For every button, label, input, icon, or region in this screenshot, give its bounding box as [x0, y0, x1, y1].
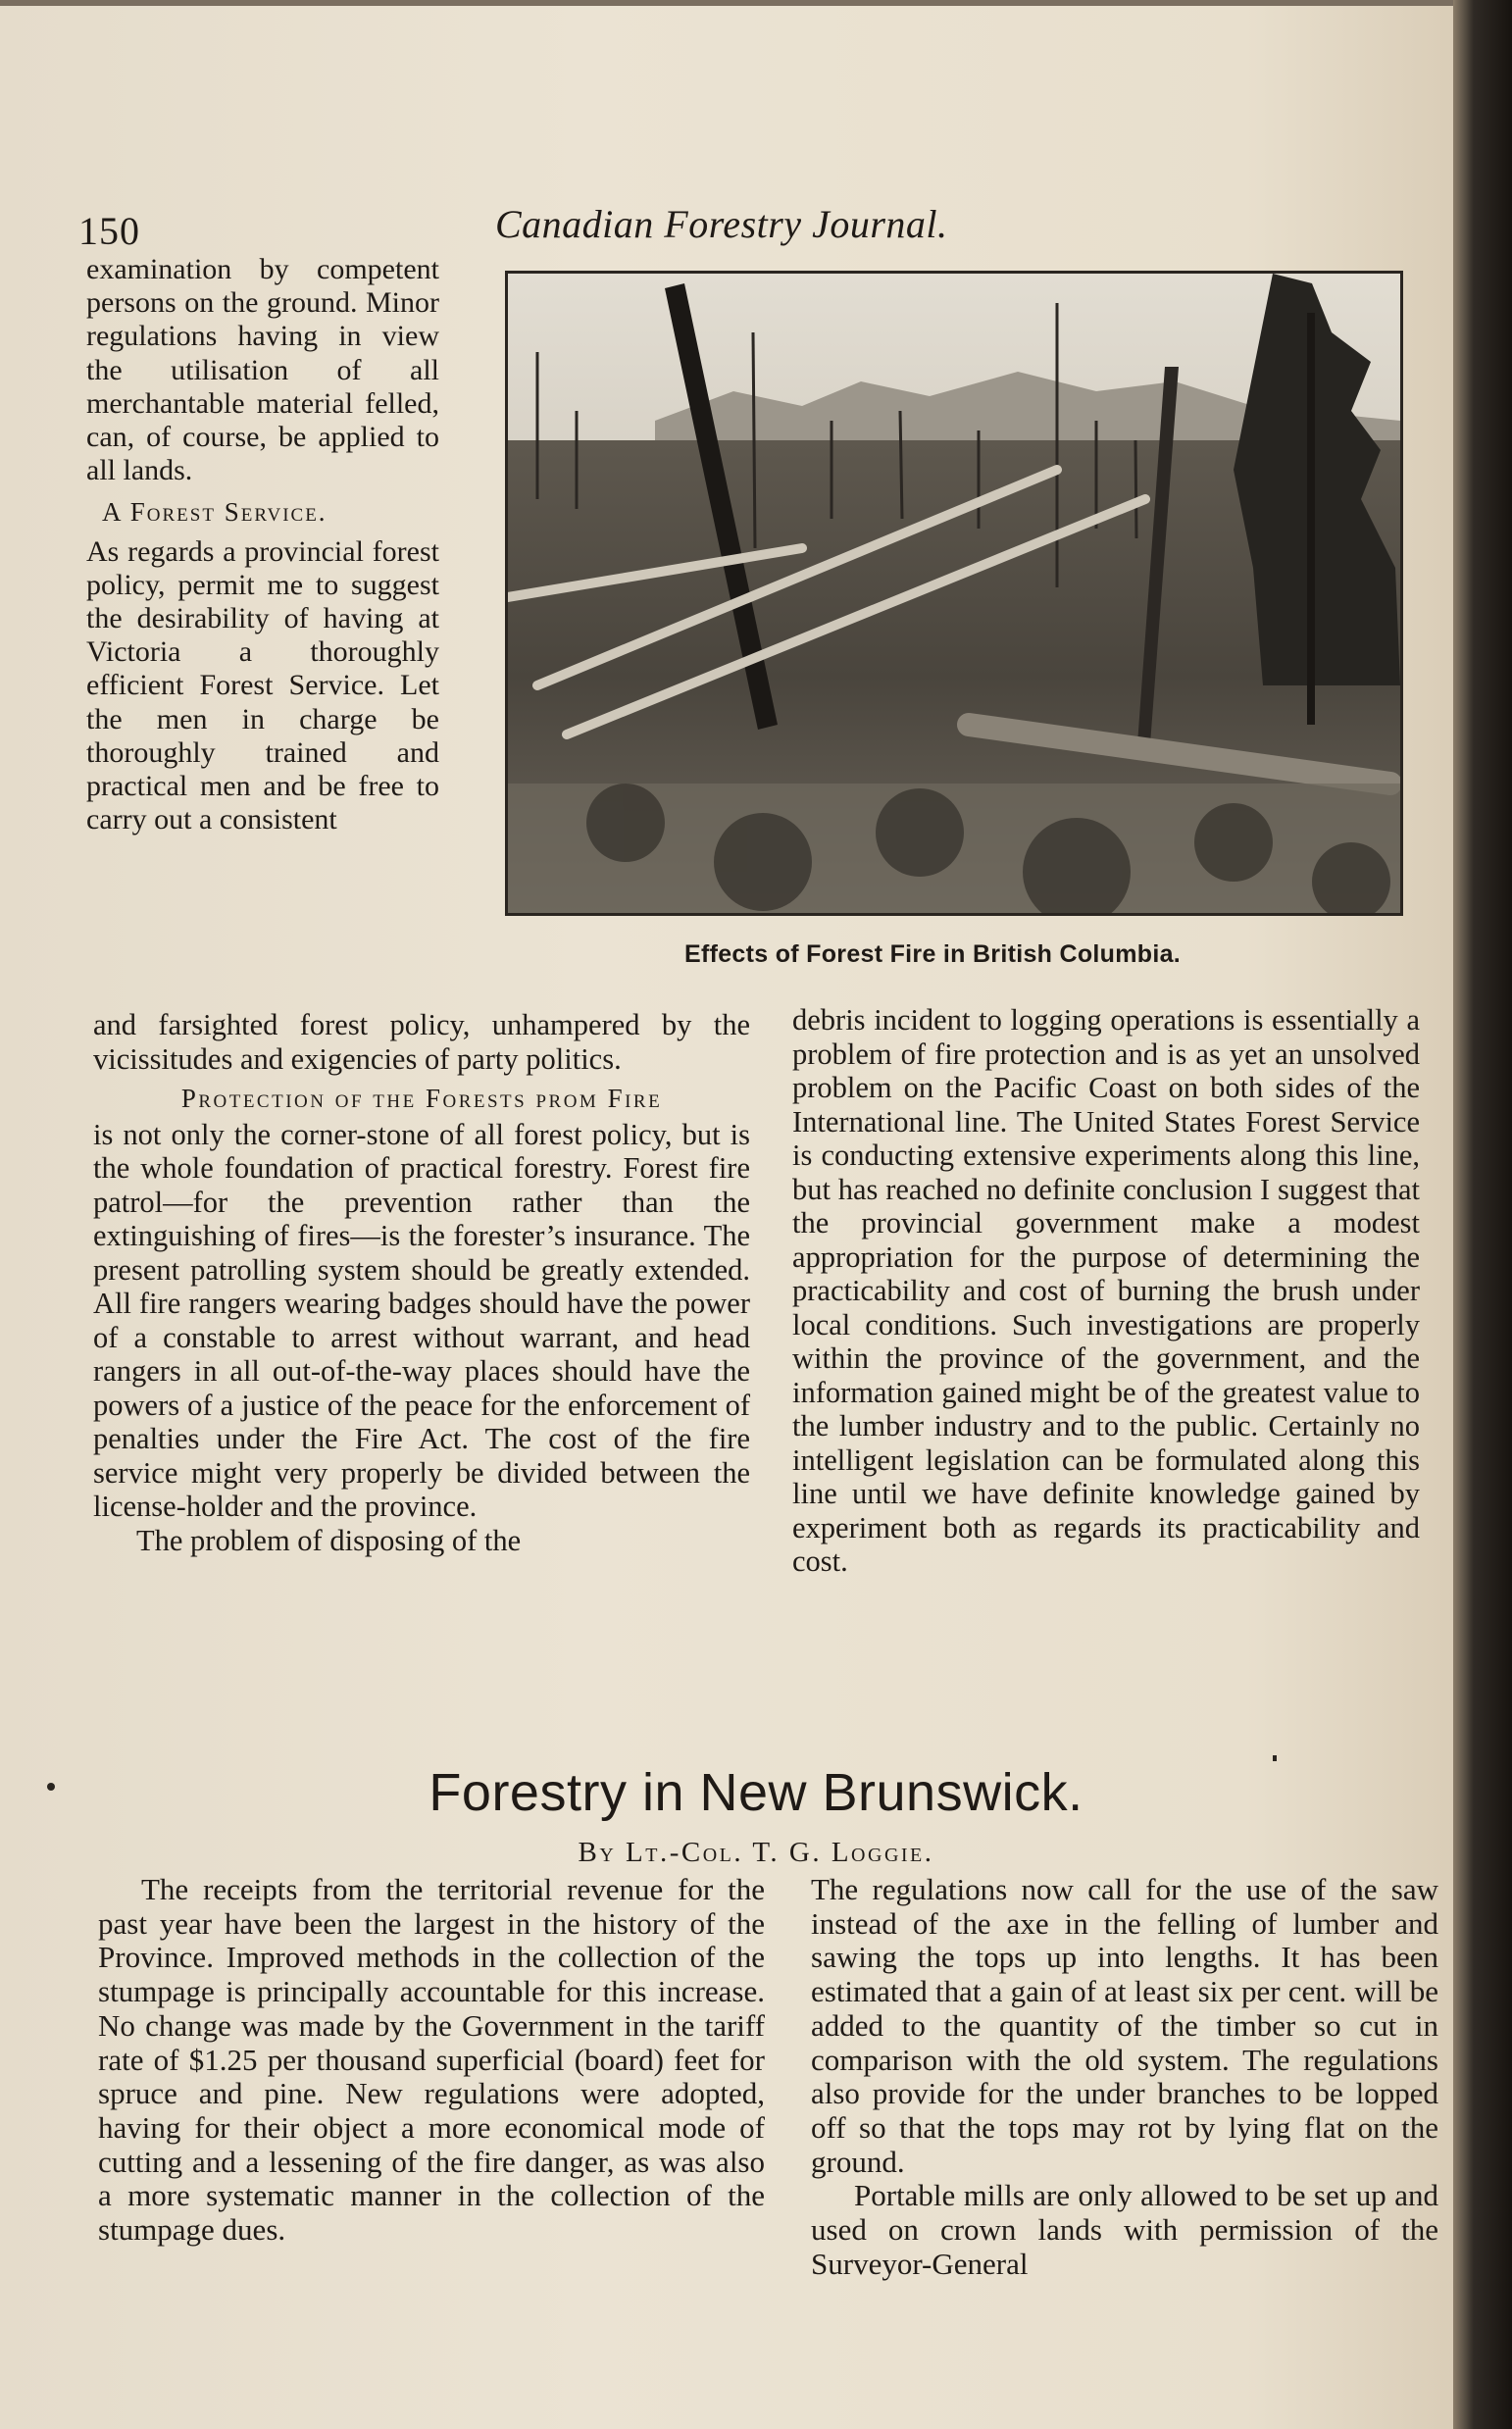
right-text-column — [792, 1003, 1420, 1579]
paragraph: debris incident to logging operations is essentially a problem of fire protection and is as yet an unsolved problem on the Pacific Coast on both sides of the International line. The United States Forest Service is conducting extensive experiments along this line, but has reached no definite conclusion I suggest that the provincial government make a modest appropriation for the purpose of determining the practicability and cost of burning the brush under local conditions. Such investigations are properly within the province of the government, and the information gained might be of the greatest value to the lumber industry and to the public. Certainly no intelligent legislation can be formulated along this line until we have definite knowledge gained by experiment both as regards its practicability and cost. — [792, 1003, 1420, 1578]
paragraph: As regards a provincial forest policy, permit me to suggest the desirability of having at Victoria a thoroughly efficient Forest Service. Let the men in charge be thoroughly trained and practical men and be free to carry out a consistent — [86, 534, 439, 836]
figure-caption: Effects of Forest Fire in British Columbia. — [684, 940, 1182, 968]
article-byline: By Lt.-Col. T. G. Loggie. — [578, 1837, 934, 1868]
paragraph: and farsighted forest policy, unhampered by the vicissitudes and exigencies of party politics. — [93, 1008, 750, 1076]
photo-illustration — [508, 274, 1400, 913]
section-heading-forest-service: A Forest Service. — [102, 497, 328, 528]
ink-speck — [1273, 1755, 1277, 1761]
paragraph: The regulations now call for the use of the saw instead of the axe in the felling of lumber and sawing the tops up into lengths. It has been estimated that a gain of at least six per cent. will be added to the quantity of the timber so cut in comparison with the old system. The regulations also provide for the under branches to be lopped off so that the tops may rot by lying flat on the ground. — [811, 1872, 1438, 2179]
article-right-column — [811, 1873, 1438, 2281]
paragraph: Portable mills are only allowed to be set up and used on crown lands with permission of the Surveyor-General — [811, 2178, 1438, 2281]
paragraph: The problem of disposing of the — [136, 1523, 522, 1557]
section-heading-protection: Protection of the Forests prom Fire — [180, 1084, 663, 1113]
narrow-text-column — [86, 253, 439, 836]
top-rule — [0, 0, 1466, 6]
running-head-journal-title: Canadian Forestry Journal. — [495, 202, 948, 246]
paragraph: examination by competent persons on the ground. Minor regulations having in view the utilisation of all merchantable material felled, can, of course, be applied to all lands. — [86, 253, 439, 487]
article-left-column — [98, 1873, 765, 2248]
book-binding-edge — [1453, 0, 1512, 2429]
left-text-column — [93, 1008, 750, 1557]
paragraph: is not only the corner-stone of all forest policy, but is the whole foundation of practical forestry. Forest fire patrol—for the prevention rather than the extinguishing of fires—is the forester’s insurance. The present patrolling system should be greatly extended. All fire rangers wearing badges should have the power of a constable to arrest without warrant, and head rangers in all out-of-the-way places should have the powers of a justice of the peace for the enforcement of penalties under the Fire Act. The cost of the fire service might very properly be divided between the license-holder and the province. — [93, 1117, 750, 1523]
page-number: 150 — [78, 209, 140, 253]
paragraph: The receipts from the territorial revenue for the past year have been the largest in the history of the Province. Improved methods in the collection of the stumpage is principally accountable for this increase. No change was made by the Government in the tariff rate of $1.25 per thousand superficial (board) feet for spruce and pine. New regulations were adopted, having for their object a more economical mode of cutting and a lessening of the fire danger, as was also a more systematic manner in the collection of the stumpage dues. — [98, 1872, 765, 2248]
article-title: Forestry in New Brunswick. — [428, 1763, 1084, 1822]
forest-fire-photograph — [505, 271, 1403, 916]
